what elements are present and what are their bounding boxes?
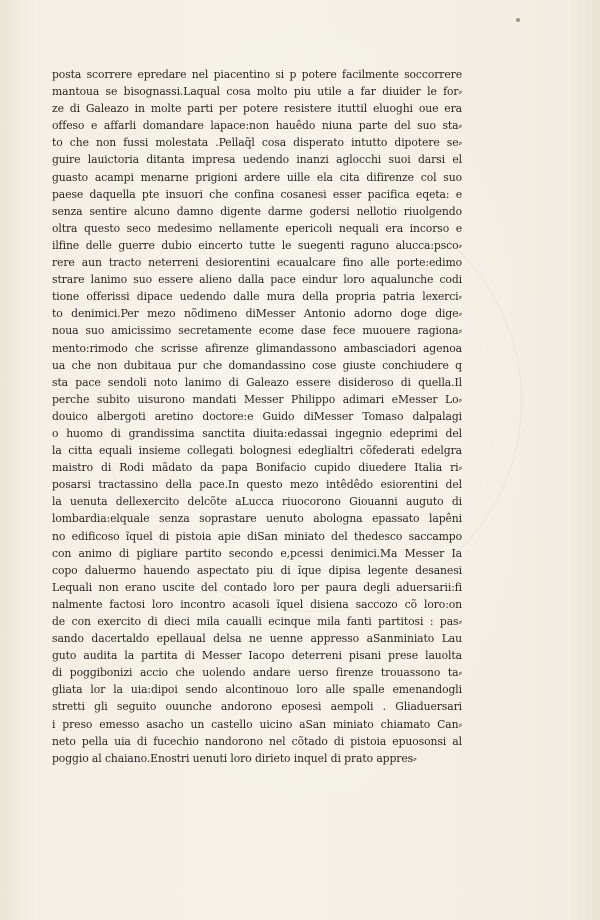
text-line: perche subito uisurono mandati Messer Philippo adimari eMesser Lo⸗ (52, 392, 462, 406)
text-line: ze di Galeazo in molte parti per potere resistere ituttil eluoghi oue era (52, 102, 462, 116)
text-line: oltra questo seco medesimo nellamente epericoli nequali era incorso e (52, 221, 462, 235)
text-line: guasto acampi menarne prigioni ardere uille ela cita difirenze col suo (52, 170, 462, 184)
text-line: strare lanimo suo essere alieno dalla pace eindur loro aqualunche codi (52, 273, 462, 287)
text-block (52, 66, 462, 767)
text-line: Lequali non erano uscite del contado loro per paura degli aduersarii:fi (52, 580, 462, 594)
text-line: la uenuta dellexercito delcõte aLucca riuocorono Giouanni auguto di (52, 495, 462, 509)
text-line: sando dacertaldo epellaual delsa ne uenne appresso aSanminiato Lau (52, 632, 462, 646)
text-line: o huomo di grandissima sanctita diuita:edassai ingegnio edeprimi del (52, 426, 462, 440)
ink-spot (516, 18, 520, 22)
text-line: posarsi tractassino della pace.In questo mezo intêdêdo esiorentini del (52, 478, 462, 492)
text-line: ilfine delle guerre dubio eincerto tutte le suegenti raguno alucca:psco⸗ (52, 238, 462, 252)
text-line: stretti gli seguito ouunche andorono eposesi aempoli . Gliaduersari (52, 700, 462, 714)
text-line: lombardia:elquale senza soprastare uenuto abologna epassato lapêni (52, 512, 462, 526)
text-line: no edificoso ĩquel di pistoia apie diSan miniato del thedesco saccampo (52, 529, 462, 543)
text-line: neto pella uia di fucechio nandorono nel cõtado di pistoia epuosonsi al (52, 734, 462, 748)
text-line: noua suo amicissimo secretamente ecome dase fece muouere ragiona⸗ (52, 324, 462, 338)
text-line: posta scorrere epredare nel piacentino si p potere facilmente soccorrere (52, 68, 462, 81)
text-line: to che non fussi molestata .Pellaq̃l cosa disperato intutto dipotere se⸗ (52, 136, 462, 150)
text-line: mento:rimodo che scrisse afirenze glimandassono ambasciadori agenoa (52, 341, 462, 355)
text-line: offeso e affarli domandare lapace:non hauêdo niuna parte del suo sta⸗ (52, 119, 462, 133)
text-line: guto audita la partita di Messer Iacopo deterreni pisani prese lauolta (52, 649, 462, 663)
text-line: paese daquella pte insuori che confina cosanesi esser pacifica eqeta: e (52, 187, 462, 201)
text-line: mantoua se bisognassi.Laqual cosa molto piu utile a far diuider le for⸗ (52, 85, 462, 99)
text-line: ua che non dubitaua pur che domandassino cose giuste conchiudere q (52, 358, 462, 372)
text-line: to denimici.Per mezo nõdimeno diMesser Antonio adorno doge dige⸗ (52, 307, 462, 321)
text-line: maistro di Rodi mãdato da papa Bonifacio cupido diuedere Italia ri⸗ (52, 461, 462, 475)
text-line: di poggibonizi accio che uolendo andare uerso firenze trouassono ta⸗ (52, 666, 462, 680)
text-line: la citta equali insieme collegati bolognesi edeglialtri cõfederati edelgra (52, 444, 462, 458)
text-line: douico albergoti aretino doctore:e Guido diMesser Tomaso dalpalagi (52, 409, 462, 423)
text-line: i preso emesso asacho un castello uicino aSan miniato chiamato Can⸗ (52, 717, 462, 731)
text-line: rere aun tracto neterreni desiorentini ecaualcare fino alle porte:edimo (52, 256, 462, 270)
text-line: senza sentire alcuno damno digente darme godersi nellotio riuolgendo (52, 204, 462, 218)
text-line: con animo di pigliare partito secondo e,pcessi denimici.Ma Messer Ia (52, 546, 462, 560)
text-line: tione offerissi dipace uedendo dalle mura della propria patria lexerci⸗ (52, 290, 462, 304)
text-line: de con exercito di dieci mila caualli ecinque mila fanti partitosi : pas⸗ (52, 615, 462, 628)
text-line: nalmente factosi loro incontro acasoli ĩquel disiena saccozo cõ loro:on (52, 597, 462, 611)
text-line: copo daluermo hauendo aspectato piu di ĩque dipisa legente desanesi (52, 563, 462, 577)
text-line: guire lauictoria ditanta impresa uedendo inanzi aglocchi suoi darsi el (52, 153, 462, 167)
text-line: gliata lor la uia:dipoi sendo alcontinouo loro alle spalle emenandogli (52, 683, 462, 697)
text-line: poggio al chaiano.Enostri uenuti loro dirieto inquel di prato appres⸗ (52, 751, 417, 765)
text-line: sta pace sendoli noto lanimo di Galeazo essere disideroso di quella.Il (52, 375, 462, 389)
